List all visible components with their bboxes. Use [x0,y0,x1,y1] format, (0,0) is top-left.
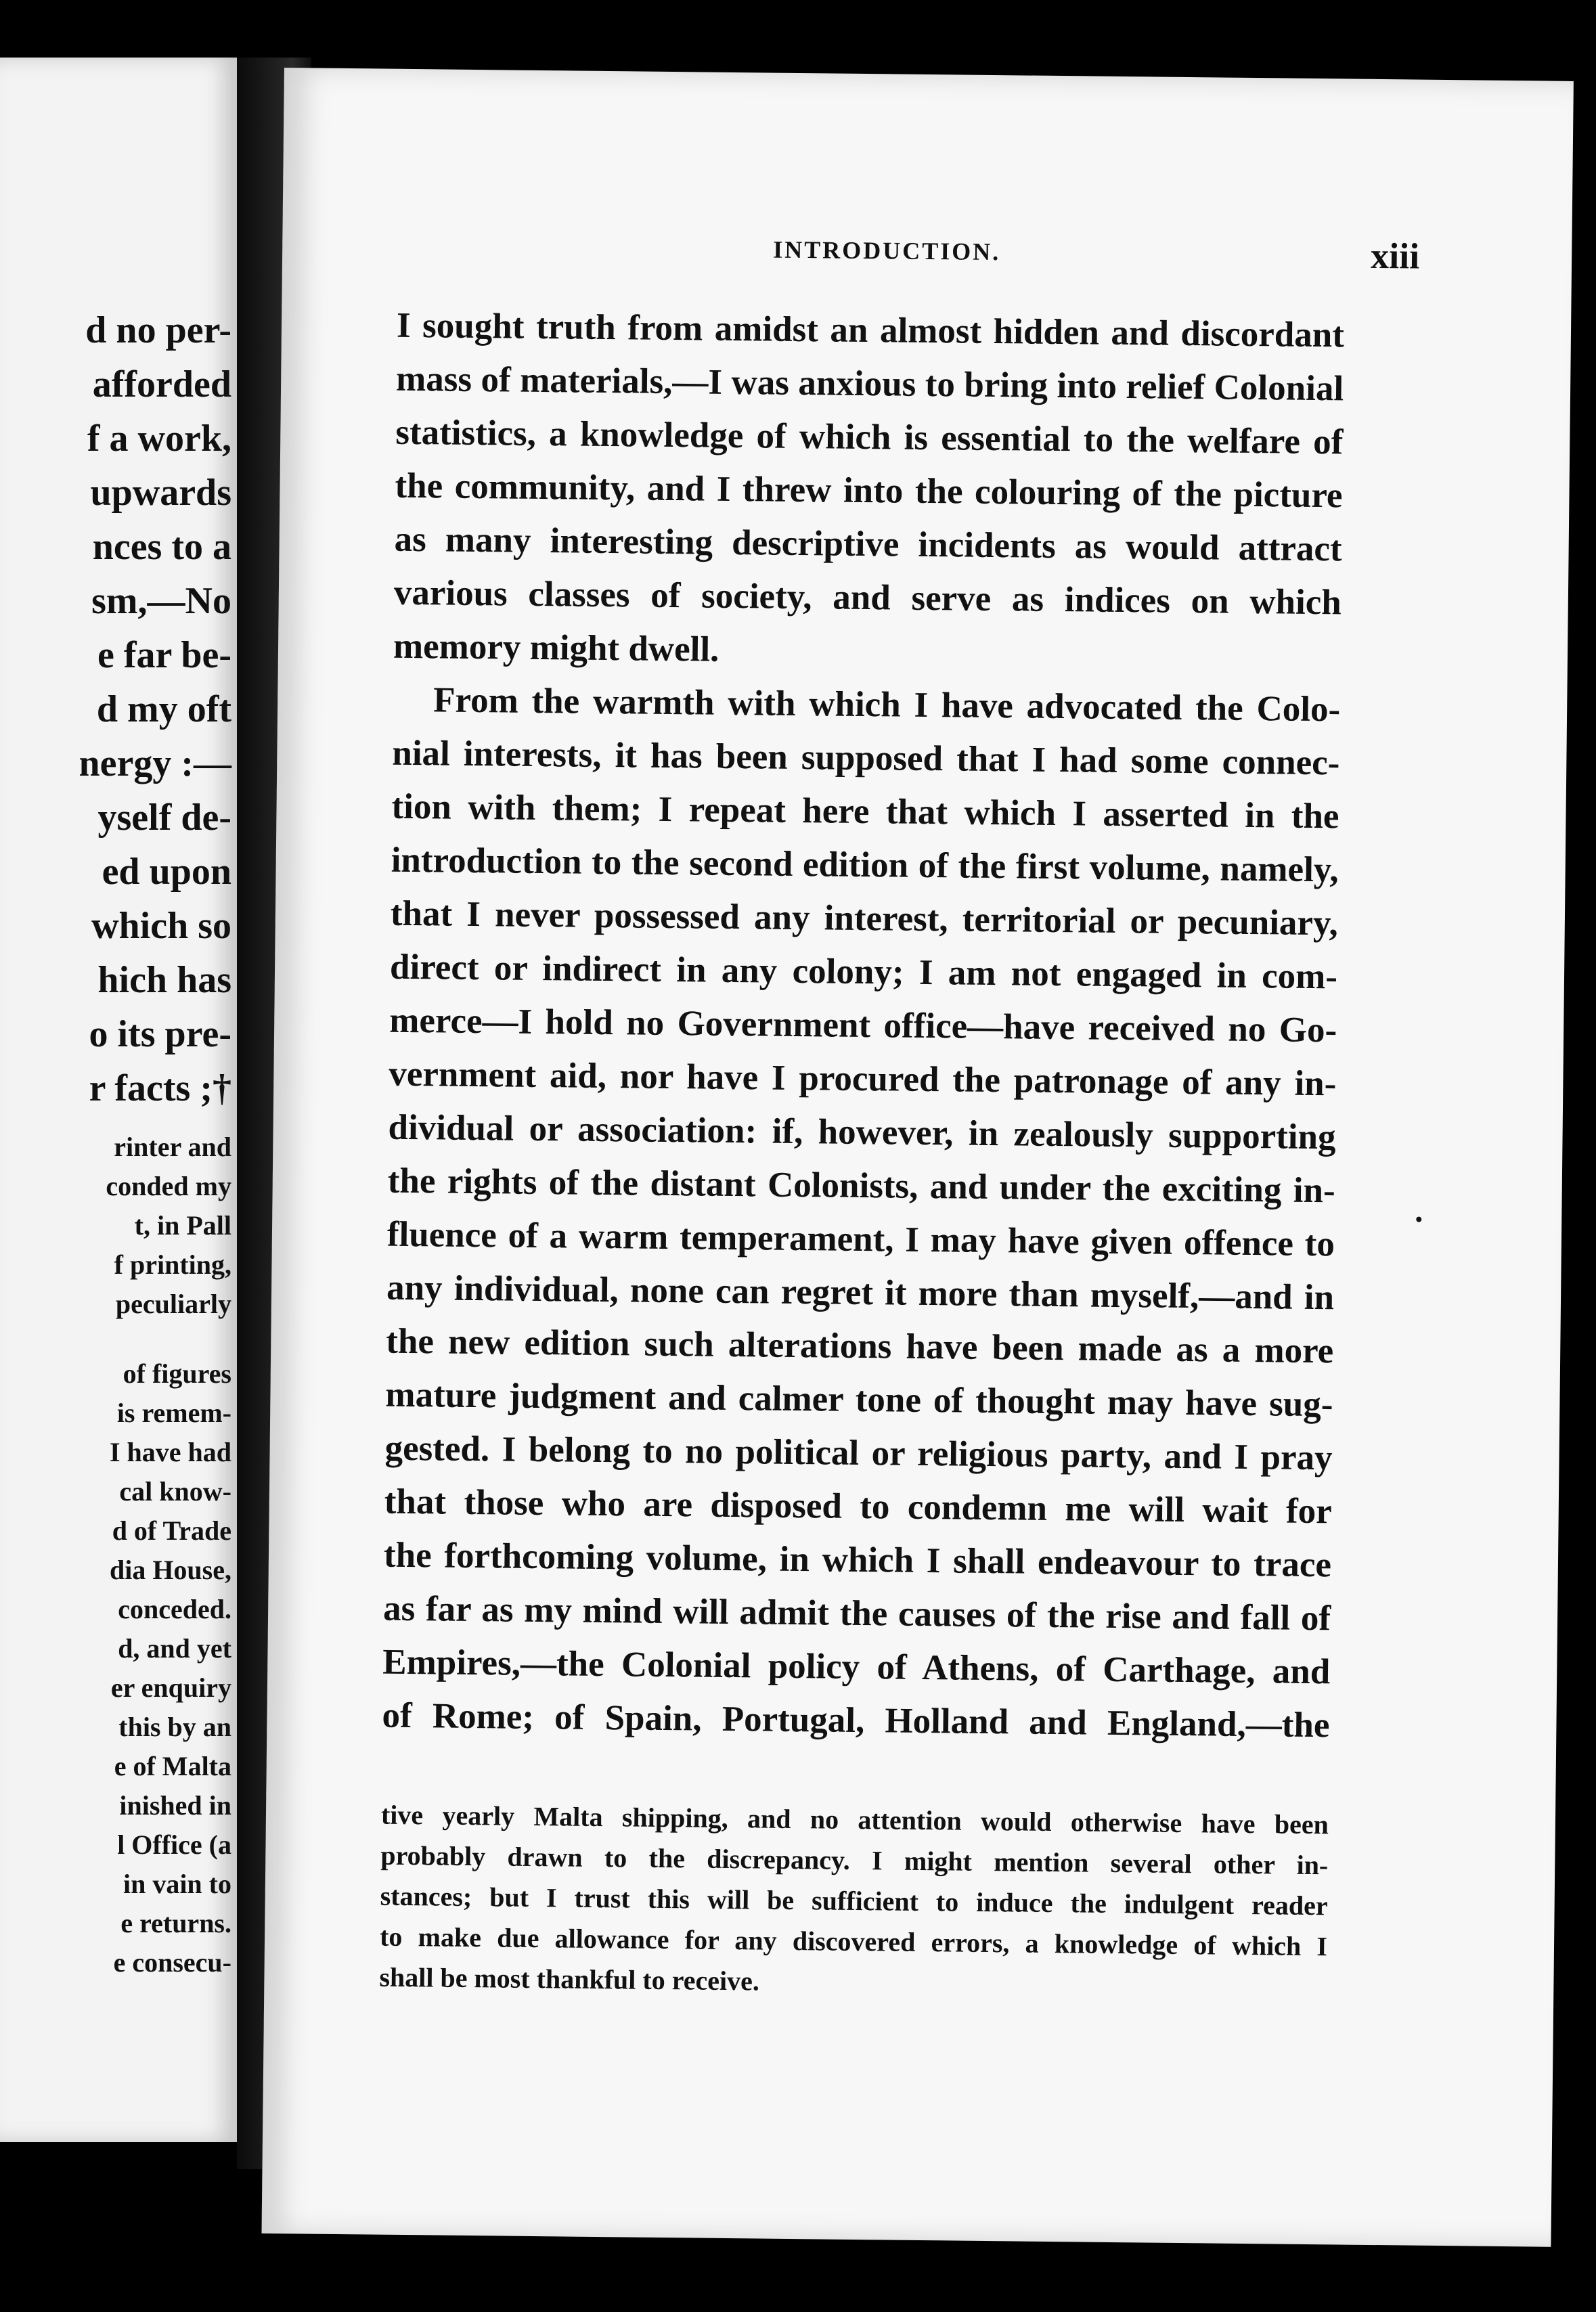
left-line: o its pre- [89,1013,231,1055]
left-line: sm,—No [91,580,231,622]
text-line: gested. I belong to no political or religious party, and I pray [384,1428,1333,1478]
text-line: any individual, none can regret it more than myself,—and in [386,1268,1335,1318]
page-number: xiii [1370,235,1420,277]
left-footnote-line: d of Trade [112,1515,231,1546]
left-footnote-line: l Office (a [117,1829,231,1860]
left-line: ed upon [102,851,231,893]
text-line: the forthcoming volume, in which I shall endeavour to trace [383,1535,1332,1585]
left-footnote-line: er enquiry [110,1672,231,1703]
left-line: r facts ;† [89,1067,231,1109]
left-line: d no per- [85,309,231,351]
left-footnote-line: e consecu- [113,1947,231,1978]
text-line: tion with them; I repeat here that which I asserted in the [391,786,1339,837]
footnote-line: shall be most thankful to receive. [379,1961,760,1997]
left-line: yself de- [97,797,231,839]
text-line: the community, and I threw into the colouring of the picture [395,466,1343,516]
text-line: merce—I hold no Government office—have received no Go- [389,1000,1337,1050]
left-footnote-line: d, and yet [118,1633,231,1664]
text-line: that I never possessed any interest, territorial or pecuniary, [390,893,1339,943]
text-line: From the warmth with which I have advocated the Colo- [433,680,1341,730]
left-line: nces to a [92,526,231,568]
text-line: as far as my mind will admit the causes of the rise and fall of [382,1588,1331,1639]
left-line: nergy :— [79,742,231,784]
left-footnote-line: is remem- [116,1398,231,1428]
left-footnote-line: conceded. [118,1594,231,1624]
footnote-line: to make due allowance for any discovered errors, a knowledge of which I [379,1921,1328,1962]
text-line: mass of materials,—I was anxious to bring into relief Colonial [395,359,1344,409]
text-line: Empires,—the Colonial policy of Athens, of Carthage, and [382,1642,1331,1692]
paragraph-2 [382,673,1340,1753]
text-line: various classes of society, and serve as indices on which [393,573,1342,623]
left-footnote-line: I have had [109,1437,231,1467]
left-page-fragment [0,58,237,2142]
main-text [382,299,1344,1753]
footnote-line: probably drawn to the discrepancy. I might mention several other in- [380,1840,1329,1881]
left-footnote-line: f printing, [114,1249,231,1280]
text-line: direct or indirect in any colony; I am not engaged in com- [389,947,1338,997]
left-footnote-line: inished in [119,1790,231,1821]
text-line: the rights of the distant Colonists, and under the exciting in- [387,1161,1336,1211]
text-line: as many interesting descriptive incidents as would attract [394,519,1342,569]
running-head [282,230,1572,298]
left-line: upwards [90,472,231,514]
left-footnote-line: dia House, [109,1555,231,1585]
footnote-line: stances; but I trust this will be sufficient to induce the indulgent reader [380,1880,1328,1921]
left-footnote-line: rinter and [114,1132,231,1162]
left-line: afforded [92,363,231,405]
footnote-line: tive yearly Malta shipping, and no attention would otherwise have been [380,1799,1329,1840]
text-line: of Rome; of Spain, Portugal, Holland and England,—the [382,1695,1330,1746]
text-line: vernment aid, nor have I procured the patronage of any in- [389,1054,1337,1104]
text-line: I sought truth from amidst an almost hidden and discordant [396,305,1345,355]
left-footnote-line: t, in Pall [134,1210,231,1241]
left-footnote-line: e of Malta [114,1751,231,1781]
left-line: which so [91,905,231,947]
text-line: dividual or association: if, however, in zealously supporting [388,1107,1336,1157]
left-line: e far be- [97,634,231,676]
text-line: mature judgment and calmer tone of thought may have sug- [385,1375,1333,1425]
text-line: the new edition such alterations have been made as a more [386,1321,1334,1371]
left-footnote-line: peculiarly [115,1289,231,1319]
text-line: fluence of a warm temperament, I may have given offence to [386,1214,1335,1264]
left-footnote-line: in vain to [123,1869,231,1899]
text-line: memory might dwell. [393,626,719,669]
left-footnote-line: of figures [123,1358,231,1389]
paragraph-1 [393,299,1345,684]
running-head-title: INTRODUCTION. [773,236,1001,266]
left-footnote-line: e returns. [120,1908,231,1938]
left-line: hich has [97,959,231,1001]
footnote [379,1795,1329,2008]
left-footnote-line: conded my [106,1171,231,1201]
text-line: introduction to the second edition of the first volume, namely, [391,840,1339,890]
left-line: f a work, [87,418,231,460]
text-line: nial interests, it has been supposed that I had some connec- [392,733,1340,783]
ink-speck [1416,1217,1421,1222]
left-line: d my oft [96,688,231,730]
left-footnote-line: cal know- [119,1476,231,1507]
left-footnote-line: this by an [118,1712,231,1742]
text-line: that those who are disposed to condemn me will wait for [384,1482,1333,1532]
right-page [261,68,1573,2247]
text-line: statistics, a knowledge of which is essential to the welfare of [395,412,1344,462]
